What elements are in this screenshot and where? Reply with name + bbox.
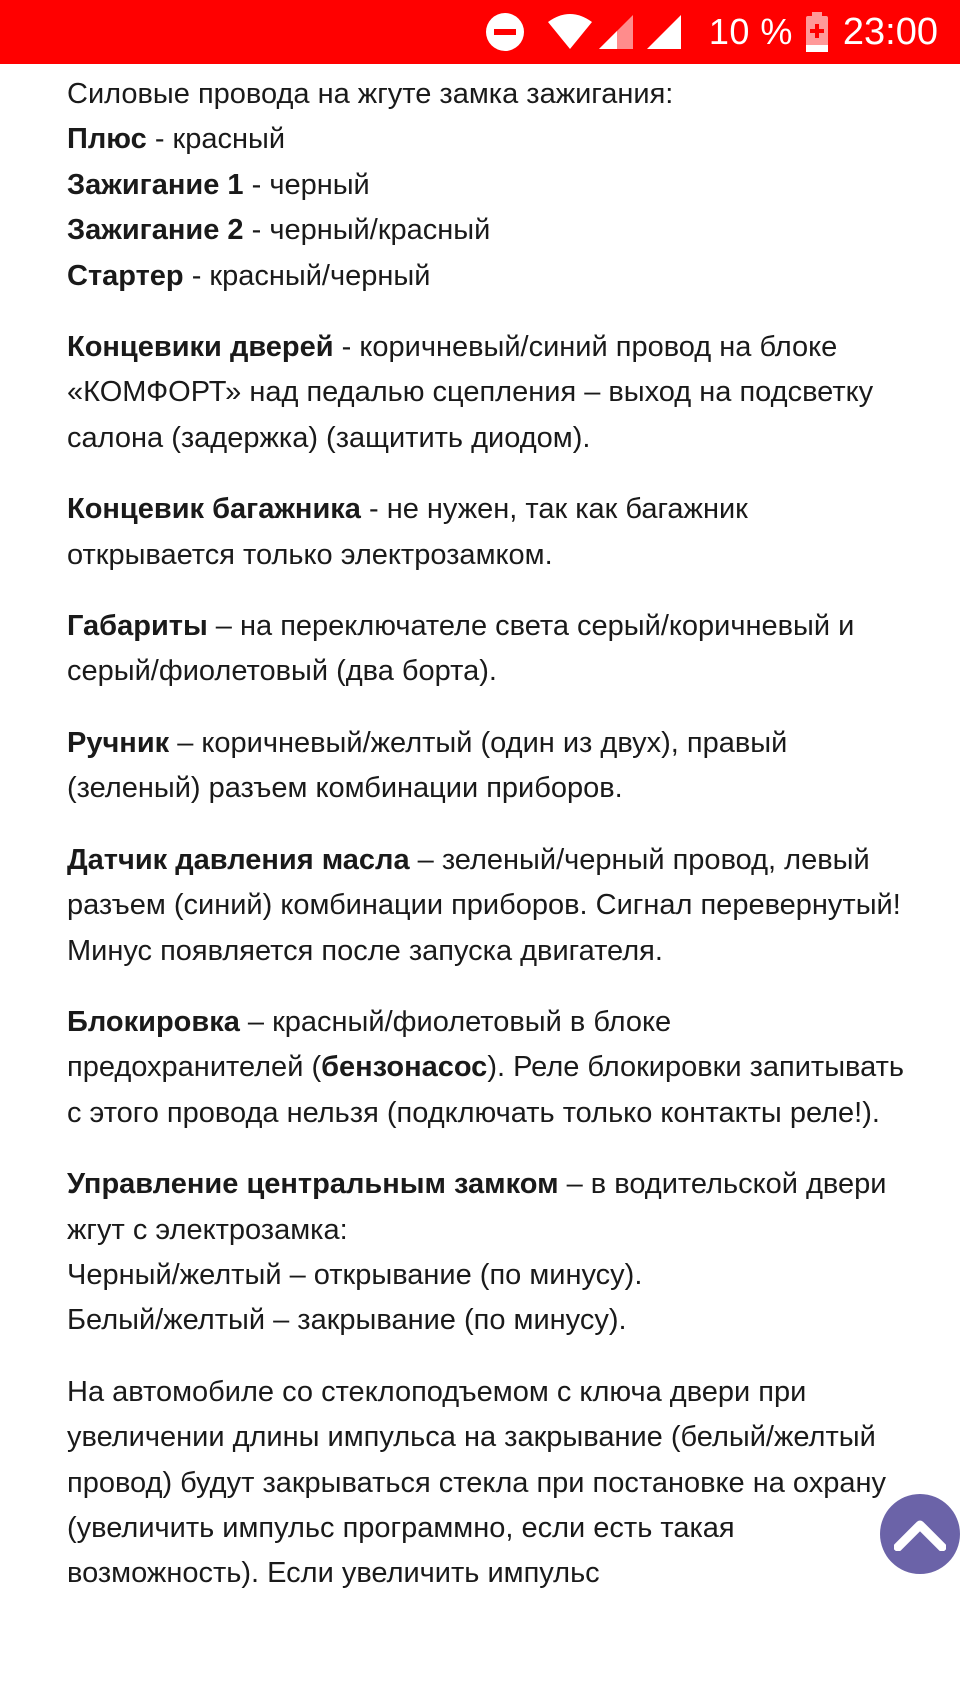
paragraph-window-lift: На автомобиле со стеклоподъемом с ключа двери при увеличении длины импульса на закрывание (белый/желтый провод) будут закрываться стекла при постановке на охрану (увеличить импульс программно, если есть такая возможность). Если увеличить импульс [67, 1375, 886, 1590]
paragraph-power-wires [67, 72, 905, 299]
term: Плюс [67, 123, 147, 156]
clock: 23:00 [842, 10, 938, 53]
term: Зажигание 1 [67, 168, 244, 201]
term: бензонасос [321, 1051, 488, 1084]
term: Концевики дверей [67, 331, 334, 364]
article-body [67, 72, 905, 1623]
term: Датчик давления масла [67, 843, 410, 876]
battery-charging-icon [805, 11, 829, 53]
paragraph-side-lights [67, 604, 905, 695]
list-item [67, 163, 905, 208]
description: - красный [146, 123, 286, 156]
list-item [67, 208, 905, 253]
description: ). Реле блокировки запитывать с этого провода нельзя (подключать только контакты реле!). [67, 1051, 905, 1129]
term: Зажигание 2 [67, 214, 244, 247]
description: - не нужен, так как багажник открывается только электрозамком. [67, 493, 748, 571]
term: Концевик багажника [67, 493, 361, 526]
list-item [67, 117, 905, 162]
description: - красный/черный [183, 259, 431, 292]
description: – на переключателе света серый/коричневый и серый/фиолетовый (два борта). [67, 610, 855, 688]
battery-percent: 10 % [708, 11, 793, 52]
list-item [67, 254, 905, 299]
paragraph-central-lock [67, 1162, 905, 1344]
paragraph-trunk-switch [67, 487, 905, 578]
term: Стартер [67, 259, 184, 292]
paragraph-oil-pressure [67, 838, 905, 974]
description: - черный [243, 168, 370, 201]
list-item: Белый/желтый – закрывание (по минусу). [67, 1304, 627, 1337]
description: – красный/фиолетовый в блоке предохранителей ( [67, 1005, 672, 1084]
term: Блокировка [67, 1005, 240, 1038]
description: – в водительской двери жгут с электрозамка: [67, 1168, 887, 1246]
cell-signal-icon [645, 14, 683, 50]
chevron-up-icon [894, 1517, 946, 1551]
description: - черный/красный [243, 214, 491, 247]
list-item: Черный/желтый – открывание (по минусу). [67, 1258, 643, 1291]
paragraph-handbrake [67, 721, 905, 812]
list-item [67, 1162, 905, 1253]
description: - коричневый/синий провод на блоке «КОМФОРТ» над педалью сцепления – выход на подсветку салона (задержка) (защитить диодом). [67, 331, 874, 454]
intro-text: Силовые провода на жгуте замка зажигания: [67, 78, 674, 110]
description: – зеленый/черный провод, левый разъем (синий) комбинации приборов. Сигнал перевернутый! Минус появляется после запуска двигателя. [67, 843, 901, 967]
term: Управление центральным замком [67, 1168, 559, 1201]
scroll-to-top-button[interactable] [880, 1494, 960, 1574]
status-bar [0, 0, 960, 64]
wifi-icon [547, 13, 593, 51]
cell-signal-icon [597, 14, 635, 50]
do-not-disturb-icon [485, 12, 525, 52]
paragraph-door-switches [67, 325, 905, 461]
term: Габариты [67, 610, 208, 643]
paragraph-blocking [67, 1000, 905, 1136]
description: – коричневый/желтый (один из двух), правый (зеленый) разъем комбинации приборов. [67, 726, 788, 805]
term: Ручник [67, 726, 170, 759]
